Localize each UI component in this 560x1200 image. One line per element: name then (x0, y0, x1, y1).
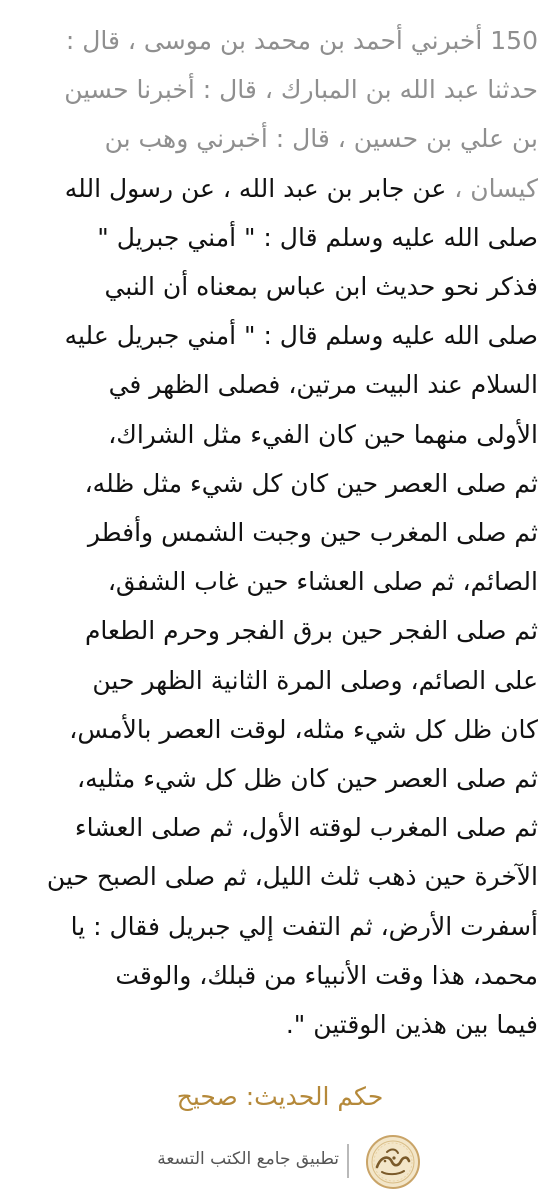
matn-line: على الصائم، وصلى المرة الثانية الظهر حين (92, 665, 538, 695)
isnad-matn-line (22, 164, 538, 213)
hadith-ruling: حكم الحديث: صحيح (176, 1082, 384, 1111)
matn-line: ثم صلى المغرب لوقته الأول، ثم صلى العشاء (74, 813, 538, 843)
matn-line: صلى الله عليه وسلم قال : " أمني جبريل " (97, 222, 538, 252)
matn-line: فيما بين هذين الوقتين ". (285, 1010, 538, 1040)
matn-line: ثم صلى الفجر حين برق الفجر وحرم الطعام (84, 616, 538, 646)
matn-line: محمد، هذا وقت الأنبياء من قبلك، والوقت (115, 960, 538, 990)
matn-line: أسفرت الأرض، ثم التفت إلي جبريل فقال : يا (70, 911, 538, 941)
hadith-text (22, 16, 538, 1049)
matn-line: الصائم، ثم صلى العشاء حين غاب الشفق، (107, 567, 538, 597)
matn-line: صلى الله عليه وسلم قال : " أمني جبريل عليه (64, 321, 538, 351)
matn-start: عن جابر بن عبد الله ، عن رسول الله (64, 173, 447, 203)
isnad-end: كيسان ، (454, 173, 538, 203)
matn-line: ثم صلى المغرب حين وجبت الشمس وأفطر (87, 518, 538, 548)
matn-line: فذكر نحو حديث ابن عباس بمعناه أن النبي (104, 272, 538, 302)
app-footer (0, 1126, 560, 1196)
app-name: تطبيق جامع الكتب التسعة (157, 1149, 339, 1169)
matn-line: الأولى منهما حين كان الفيء مثل الشراك، (108, 419, 538, 449)
footer-divider (347, 1144, 349, 1178)
isnad-line: بن علي بن حسين ، قال : أخبرني وهب بن (104, 124, 538, 154)
matn-line: ثم صلى العصر حين كان كل شيء مثل ظله، (84, 468, 538, 498)
matn-line: السلام عند البيت مرتين، فصلى الظهر في (108, 370, 538, 400)
calligraphy-seal-icon (365, 1134, 421, 1190)
matn-line: الآخرة حين ذهب ثلث الليل، ثم صلى الصبح حين (46, 862, 538, 892)
isnad-line: حدثنا عبد الله بن المبارك ، قال : أخبرنا حسين (64, 75, 538, 105)
matn-line: ثم صلى العصر حين كان ظل كل شيء مثليه، (77, 764, 538, 794)
matn-line: كان ظل كل شيء مثله، لوقت العصر بالأمس، (69, 714, 538, 744)
isnad-line: 150 أخبرني أحمد بن محمد بن موسى ، قال : (65, 26, 538, 55)
